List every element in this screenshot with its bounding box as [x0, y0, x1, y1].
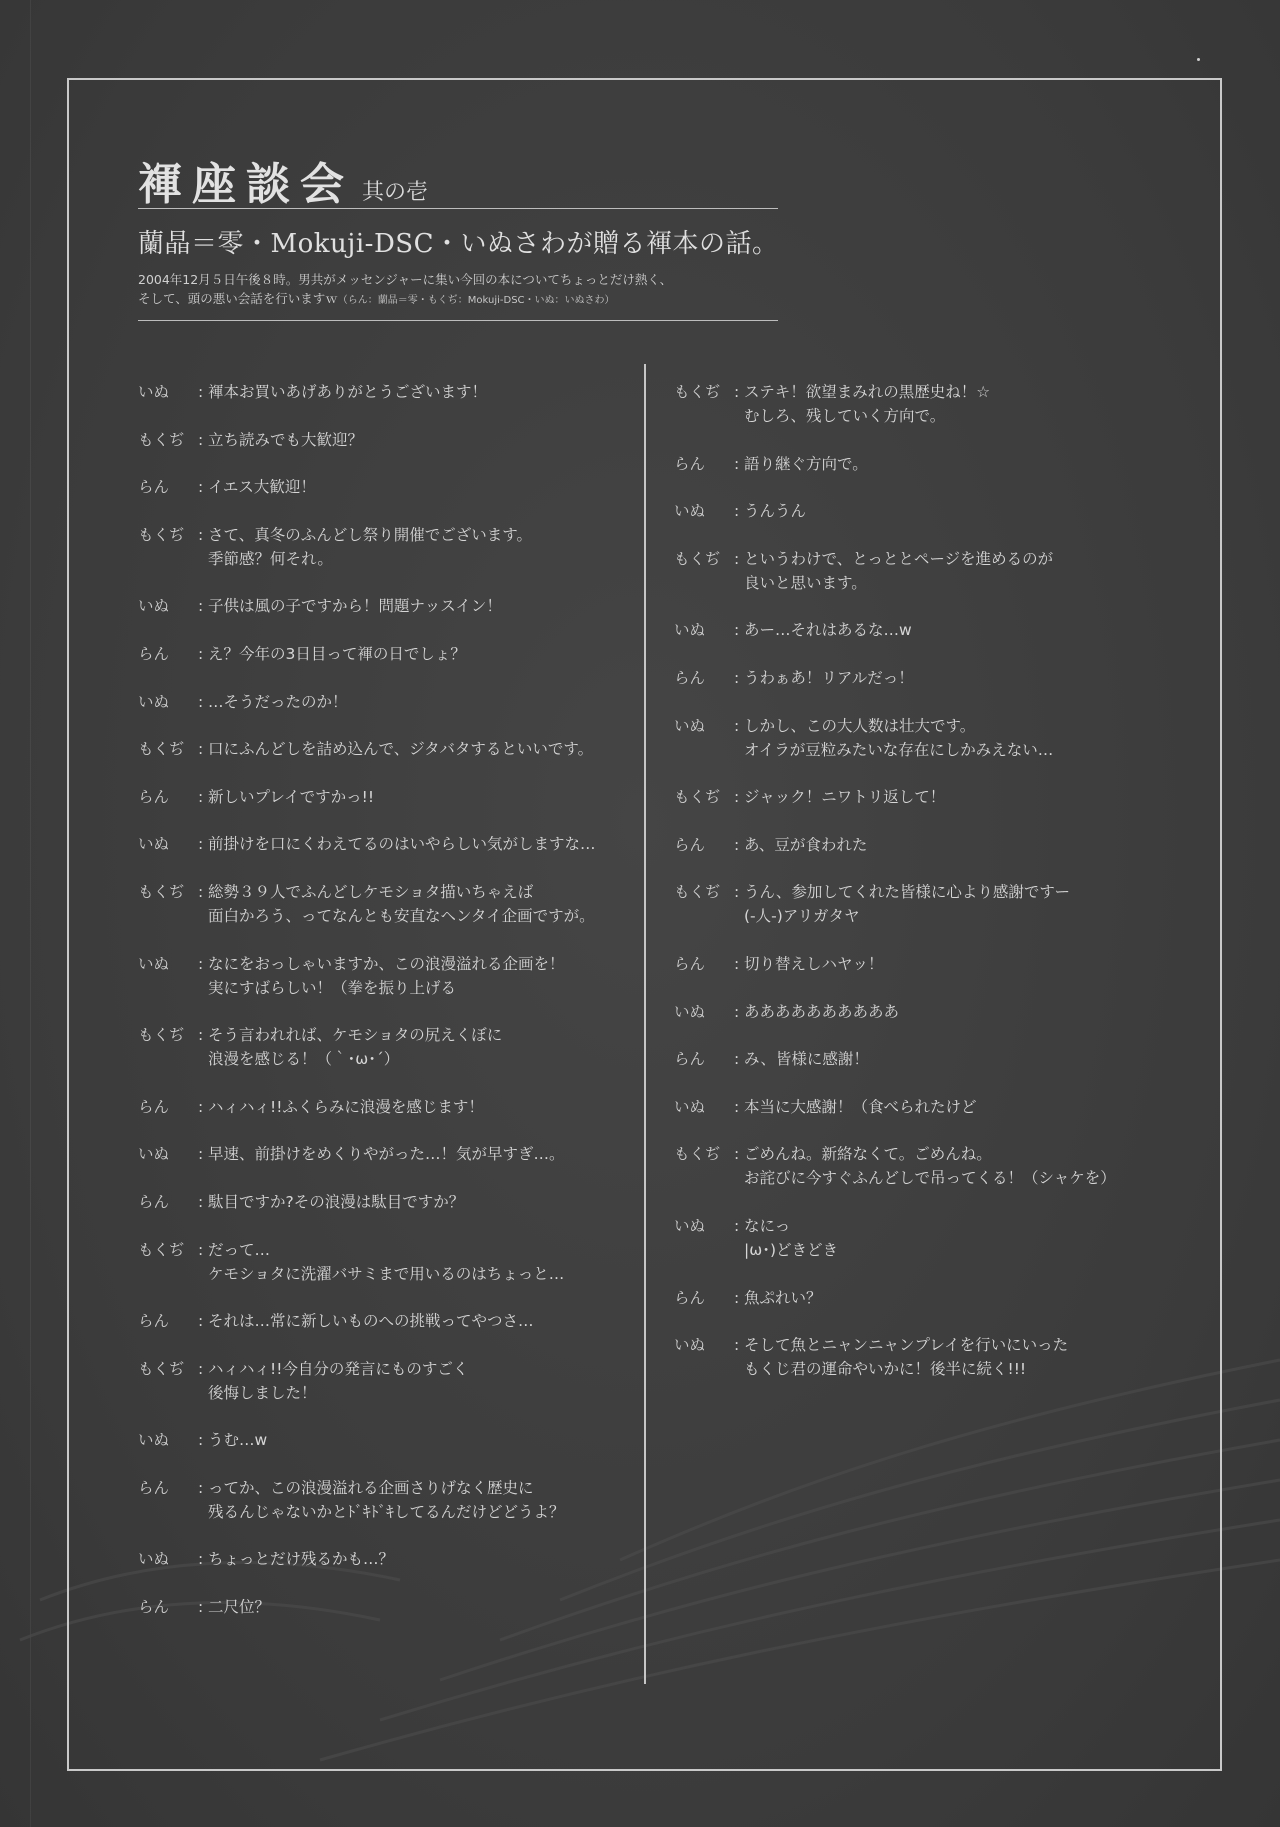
dialogue-lines	[744, 714, 1053, 762]
speaker-name: らん	[674, 1288, 706, 1307]
speaker-colon: :	[198, 478, 204, 497]
speaker-name: いぬ	[138, 692, 170, 711]
page-subtitle: 蘭晶＝零・Mokuji-DSC・いぬさわが贈る褌本の話。	[138, 229, 779, 259]
dialogue-entry	[674, 1095, 1174, 1119]
speaker-name: らん	[674, 454, 706, 473]
dialogue-lines	[744, 547, 1053, 595]
dialogue-line: 早速、前掛けをめくりやがった…！気が早すぎ…。	[208, 1145, 565, 1164]
dialogue-line: 面白かろう、ってなんとも安直なヘンタイ企画ですが。	[208, 906, 595, 925]
dialogue-lines	[744, 833, 867, 857]
speaker-name: らん	[674, 1050, 706, 1069]
dialogue-line: もくじ君の運命やいかに！後半に続く!!!	[744, 1360, 1027, 1379]
dialogue-entry	[674, 785, 1174, 809]
dialogue-lines	[744, 880, 1070, 928]
dialogue-line: 語り継ぐ方向で。	[744, 454, 868, 473]
speaker-name: もくぢ	[138, 1240, 185, 1259]
dialogue-line: 本当に大感謝！（食べられたけど	[744, 1097, 977, 1116]
speaker-colon: :	[734, 883, 740, 902]
speaker-name: もくぢ	[138, 882, 185, 901]
dialogue-line: うんうん	[744, 502, 807, 521]
dialogue-lines	[744, 1214, 838, 1262]
dialogue-lines	[208, 1476, 565, 1524]
dialogue-line: え？今年の3日目って褌の日でしょ？	[208, 644, 466, 663]
dialogue-column-left	[138, 380, 638, 1643]
speck	[1197, 58, 1200, 61]
dialogue-line: しかし、この大人数は壮大です。	[744, 716, 976, 735]
speaker-colon: :	[734, 621, 740, 640]
dialogue-entry	[138, 1547, 638, 1571]
dialogue-entry	[138, 1595, 638, 1619]
speaker-colon: :	[734, 835, 740, 854]
dialogue-entry	[138, 380, 638, 404]
speaker-name: いぬ	[674, 502, 706, 521]
dialogue-entry	[674, 499, 1174, 523]
dialogue-line: うむ…w	[208, 1431, 268, 1450]
speaker-name: らん	[138, 1598, 170, 1617]
dialogue-entry	[138, 523, 638, 571]
intro-note: （らん：蘭晶＝零・もくぢ：Mokuji-DSC・いぬ：いぬさわ）	[337, 295, 615, 306]
dialogue-lines	[208, 475, 316, 499]
speaker-colon: :	[734, 1216, 740, 1235]
dialogue-lines	[744, 1333, 1068, 1381]
dialogue-entry	[674, 1142, 1174, 1190]
speaker-colon: :	[198, 525, 204, 544]
dialogue-entry	[138, 785, 638, 809]
dialogue-entry	[138, 1238, 638, 1286]
speaker-name: もくぢ	[138, 430, 185, 449]
speaker-colon: :	[198, 1550, 204, 1569]
speaker-colon: :	[198, 1192, 204, 1211]
intro-line-2	[138, 289, 788, 310]
speaker-colon: :	[198, 1431, 204, 1450]
speaker-colon: :	[734, 668, 740, 687]
dialogue-entry	[138, 1309, 638, 1333]
speaker-name: もくぢ	[674, 883, 721, 902]
dialogue-lines	[744, 952, 884, 976]
speaker-colon: :	[734, 788, 740, 807]
dialogue-entry	[138, 1095, 638, 1119]
dialogue-line: 後悔しました！	[208, 1383, 317, 1402]
dialogue-line: というわけで、とっととページを進めるのが	[744, 549, 1054, 568]
dialogue-line: あ、豆が食われた	[744, 835, 868, 854]
page-title-suffix: 其の壱	[362, 180, 429, 205]
dialogue-entry	[138, 952, 638, 1000]
speaker-colon: :	[198, 1312, 204, 1331]
speaker-colon: :	[734, 1002, 740, 1021]
speaker-name: いぬ	[138, 1145, 170, 1164]
speaker-colon: :	[198, 1026, 204, 1045]
speaker-name: いぬ	[138, 597, 170, 616]
intro-line-2-text: そして、頭の悪い会話を行いますｗ	[138, 291, 338, 306]
speaker-colon: :	[198, 954, 204, 973]
dialogue-entry	[674, 714, 1174, 762]
dialogue-line: だって…	[208, 1240, 271, 1259]
dialogue-entry	[674, 618, 1174, 642]
dialogue-entry	[674, 833, 1174, 857]
dialogue-lines	[208, 1238, 564, 1286]
dialogue-line: 二尺位？	[208, 1598, 271, 1617]
speaker-colon: :	[198, 383, 204, 401]
dialogue-line: 切り替えしハヤッ！	[744, 954, 884, 973]
dialogue-line: (-人-)アリガタヤ	[744, 907, 860, 926]
dialogue-entry	[138, 1190, 638, 1214]
speaker-name: らん	[674, 835, 706, 854]
dialogue-lines	[208, 380, 487, 404]
dialogue-lines	[744, 618, 912, 642]
title-row	[138, 148, 788, 208]
speaker-name: もくぢ	[138, 1359, 185, 1378]
speaker-name: いぬ	[674, 1097, 706, 1116]
dialogue-lines	[744, 380, 990, 428]
speaker-name: いぬ	[674, 621, 706, 640]
dialogue-line: ちょっとだけ残るかも…？	[208, 1550, 395, 1569]
speaker-name: もくぢ	[138, 740, 185, 759]
dialogue-line: 良いと思います。	[744, 573, 867, 592]
dialogue-entry	[674, 547, 1174, 595]
dialogue-line: ごめんね。新絡なくて。ごめんね。	[744, 1145, 992, 1164]
dialogue-line: それは…常に新しいものへの挑戦ってやつさ…	[208, 1312, 534, 1331]
dialogue-line: …そうだったのか！	[208, 692, 348, 711]
speaker-colon: :	[198, 597, 204, 616]
dialogue-line: ああああああああああ	[744, 1002, 900, 1021]
page-title: 褌座談会	[138, 159, 354, 210]
dialogue-line: み、皆様に感謝！	[744, 1050, 869, 1069]
dialogue-line: 浪漫を感じる！（｀･ω･´）	[208, 1050, 400, 1069]
speaker-name: いぬ	[138, 383, 170, 401]
speaker-colon: :	[198, 692, 204, 711]
dialogue-line: さて、真冬のふんどし祭り開催でございます。	[208, 525, 532, 544]
speaker-colon: :	[198, 835, 204, 854]
speaker-name: いぬ	[674, 1336, 706, 1355]
dialogue-line: ってか、この浪漫溢れる企画さりげなく歴史に	[208, 1478, 534, 1497]
dialogue-lines	[208, 690, 348, 714]
dialogue-entry	[138, 1142, 638, 1166]
column-divider	[644, 364, 646, 1684]
intro-text	[138, 270, 788, 310]
dialogue-line: 口にふんどしを詰め込んで、ジタバタするといいです。	[208, 740, 594, 759]
speaker-colon: :	[734, 716, 740, 735]
dialogue-lines	[208, 737, 593, 761]
dialogue-line: ステキ！欲望まみれの黒歴史ね！☆	[744, 383, 991, 401]
dialogue-line: 子供は風の子ですから！問題ナッスイン！	[208, 597, 502, 616]
speaker-colon: :	[734, 1288, 740, 1307]
speaker-name: らん	[138, 478, 170, 497]
dialogue-entry	[138, 690, 638, 714]
dialogue-lines	[744, 1095, 977, 1119]
speaker-name: いぬ	[138, 954, 170, 973]
speaker-name: いぬ	[138, 1550, 170, 1569]
dialogue-entry	[138, 880, 638, 928]
dialogue-entry	[138, 1476, 638, 1524]
dialogue-line: 残るんじゃないかとﾄﾞｷﾄﾞｷしてるんだけどどうよ？	[208, 1502, 565, 1521]
dialogue-entry	[138, 1357, 638, 1405]
speaker-name: らん	[138, 1478, 170, 1497]
speaker-colon: :	[198, 1598, 204, 1617]
dialogue-entry	[674, 1000, 1174, 1024]
dialogue-line: うん、参加してくれた皆様に心より感謝ですー	[744, 883, 1070, 902]
dialogue-lines	[208, 1357, 468, 1405]
intro-rule	[138, 320, 778, 321]
dialogue-column-right	[674, 380, 1174, 1405]
speaker-name: らん	[138, 1097, 170, 1116]
dialogue-line: |ω･)どきどき	[744, 1240, 838, 1259]
dialogue-lines	[208, 1190, 464, 1214]
dialogue-line: なにをおっしゃいますか、この浪漫溢れる企画を！	[208, 954, 565, 973]
dialogue-entry	[138, 475, 638, 499]
dialogue-entry	[674, 380, 1174, 428]
dialogue-lines	[208, 428, 363, 452]
speaker-colon: :	[198, 740, 204, 759]
dialogue-lines	[744, 1047, 869, 1071]
dialogue-line: 総勢３９人でふんどしケモショタ描いちゃえば	[208, 882, 534, 901]
speaker-colon: :	[734, 1097, 740, 1116]
dialogue-lines	[208, 1595, 270, 1619]
dialogue-line: そして魚とニャンニャンプレイを行いにいった	[744, 1336, 1069, 1355]
dialogue-entry	[674, 952, 1174, 976]
speaker-name: いぬ	[674, 716, 706, 735]
header	[138, 148, 788, 321]
dialogue-line: 魚ぷれい？	[744, 1288, 822, 1307]
dialogue-line: むしろ、残していく方向で。	[744, 407, 946, 425]
dialogue-lines	[208, 594, 502, 618]
speaker-name: らん	[674, 954, 706, 973]
dialogue-line: ハィハィ!!今自分の発言にものすごく	[208, 1359, 469, 1378]
dialogue-lines	[744, 1286, 822, 1310]
speaker-colon: :	[734, 549, 740, 568]
speaker-name: らん	[138, 1312, 170, 1331]
speaker-name: もくぢ	[674, 788, 721, 807]
dialogue-entry	[674, 1286, 1174, 1310]
dialogue-lines	[744, 499, 806, 523]
dialogue-entry	[138, 428, 638, 452]
dialogue-line: 新しいプレイですかっ!!	[208, 787, 375, 806]
speaker-name: もくぢ	[138, 525, 185, 544]
speaker-name: らん	[674, 668, 706, 687]
dialogue-lines	[208, 1142, 565, 1166]
speaker-name: いぬ	[674, 1002, 706, 1021]
speaker-colon: :	[198, 1097, 204, 1116]
dialogue-lines	[208, 785, 374, 809]
dialogue-lines	[208, 1428, 267, 1452]
speaker-colon: :	[198, 430, 204, 449]
dialogue-line: 駄目ですか?その浪漫は駄目ですか？	[208, 1192, 465, 1211]
speaker-colon: :	[734, 954, 740, 973]
dialogue-lines	[208, 1095, 484, 1119]
dialogue-lines	[208, 523, 532, 571]
speaker-colon: :	[198, 1359, 204, 1378]
speaker-name: もくぢ	[674, 549, 721, 568]
dialogue-entry	[674, 1214, 1174, 1262]
dialogue-lines	[744, 666, 914, 690]
speaker-colon: :	[198, 1240, 204, 1259]
dialogue-line: なにっ	[744, 1216, 791, 1235]
dialogue-lines	[208, 1023, 502, 1071]
speaker-colon: :	[734, 1050, 740, 1069]
dialogue-lines	[208, 880, 595, 928]
dialogue-lines	[208, 642, 466, 666]
dialogue-entry	[138, 737, 638, 761]
dialogue-line: あー…それはあるな…w	[744, 621, 912, 640]
dialogue-lines	[208, 1309, 534, 1333]
dialogue-lines	[208, 952, 565, 1000]
dialogue-line: ケモショタに洗濯バサミまで用いるのはちょっと…	[208, 1264, 565, 1283]
dialogue-lines	[208, 1547, 394, 1571]
dialogue-line: そう言われれば、ケモショタの尻えくぼに	[208, 1026, 503, 1045]
intro-line-1: 2004年12月５日午後８時。男共がメッセンジャーに集い今回の本についてちょっとだけ熱く、	[138, 272, 673, 287]
dialogue-entry	[674, 1333, 1174, 1381]
speaker-colon: :	[734, 1145, 740, 1164]
dialogue-line: 褌本お買いあげありがとうございます！	[208, 383, 488, 401]
dialogue-entry	[138, 1023, 638, 1071]
speaker-name: いぬ	[674, 1216, 706, 1235]
dialogue-line: イエス大歓迎！	[208, 478, 316, 497]
speaker-colon: :	[734, 454, 740, 473]
speaker-name: らん	[138, 787, 170, 806]
dialogue-line: 前掛けを口にくわえてるのはいやらしい気がしますな…	[208, 835, 596, 854]
speaker-name: らん	[138, 1192, 170, 1211]
dialogue-line: うわぁあ！リアルだっ！	[744, 668, 914, 687]
dialogue-entry	[674, 880, 1174, 928]
dialogue-entry	[138, 594, 638, 618]
dialogue-lines	[744, 1000, 899, 1024]
speaker-colon: :	[734, 502, 740, 521]
dialogue-entry	[138, 1428, 638, 1452]
dialogue-entry	[674, 452, 1174, 476]
speaker-name: らん	[138, 644, 170, 663]
speaker-colon: :	[734, 1336, 740, 1355]
dialogue-entry	[138, 832, 638, 856]
dialogue-lines	[744, 1142, 1116, 1190]
speaker-colon: :	[734, 383, 740, 401]
dialogue-entry	[138, 642, 638, 666]
dialogue-lines	[744, 452, 868, 476]
dialogue-line: 季節感？何それ。	[208, 549, 333, 568]
speaker-colon: :	[198, 1478, 204, 1497]
speaker-name: もくぢ	[674, 1145, 721, 1164]
dialogue-line: お詫びに今すぐふんどしで吊ってくる！（シャケを）	[744, 1169, 1116, 1188]
speaker-name: いぬ	[138, 1431, 170, 1450]
speaker-name: もくぢ	[674, 383, 721, 401]
dialogue-entry	[674, 1047, 1174, 1071]
dialogue-line: オイラが豆粒みたいな存在にしかみえない…	[744, 740, 1054, 759]
dialogue-entry	[674, 666, 1174, 690]
speaker-name: もくぢ	[138, 1026, 185, 1045]
dialogue-line: ジャック！ニワトリ返して！	[744, 788, 946, 807]
dialogue-line: 立ち読みでも大歓迎？	[208, 430, 364, 449]
dialogue-lines	[208, 832, 596, 856]
dialogue-line: 実にすばらしい！（拳を振り上げる	[208, 978, 457, 997]
speaker-colon: :	[198, 644, 204, 663]
speaker-colon: :	[198, 882, 204, 901]
dialogue-line: ハィハィ!!ふくらみに浪漫を感じます！	[208, 1097, 484, 1116]
dialogue-lines	[744, 785, 945, 809]
speaker-colon: :	[198, 787, 204, 806]
speaker-name: いぬ	[138, 835, 170, 854]
speaker-colon: :	[198, 1145, 204, 1164]
